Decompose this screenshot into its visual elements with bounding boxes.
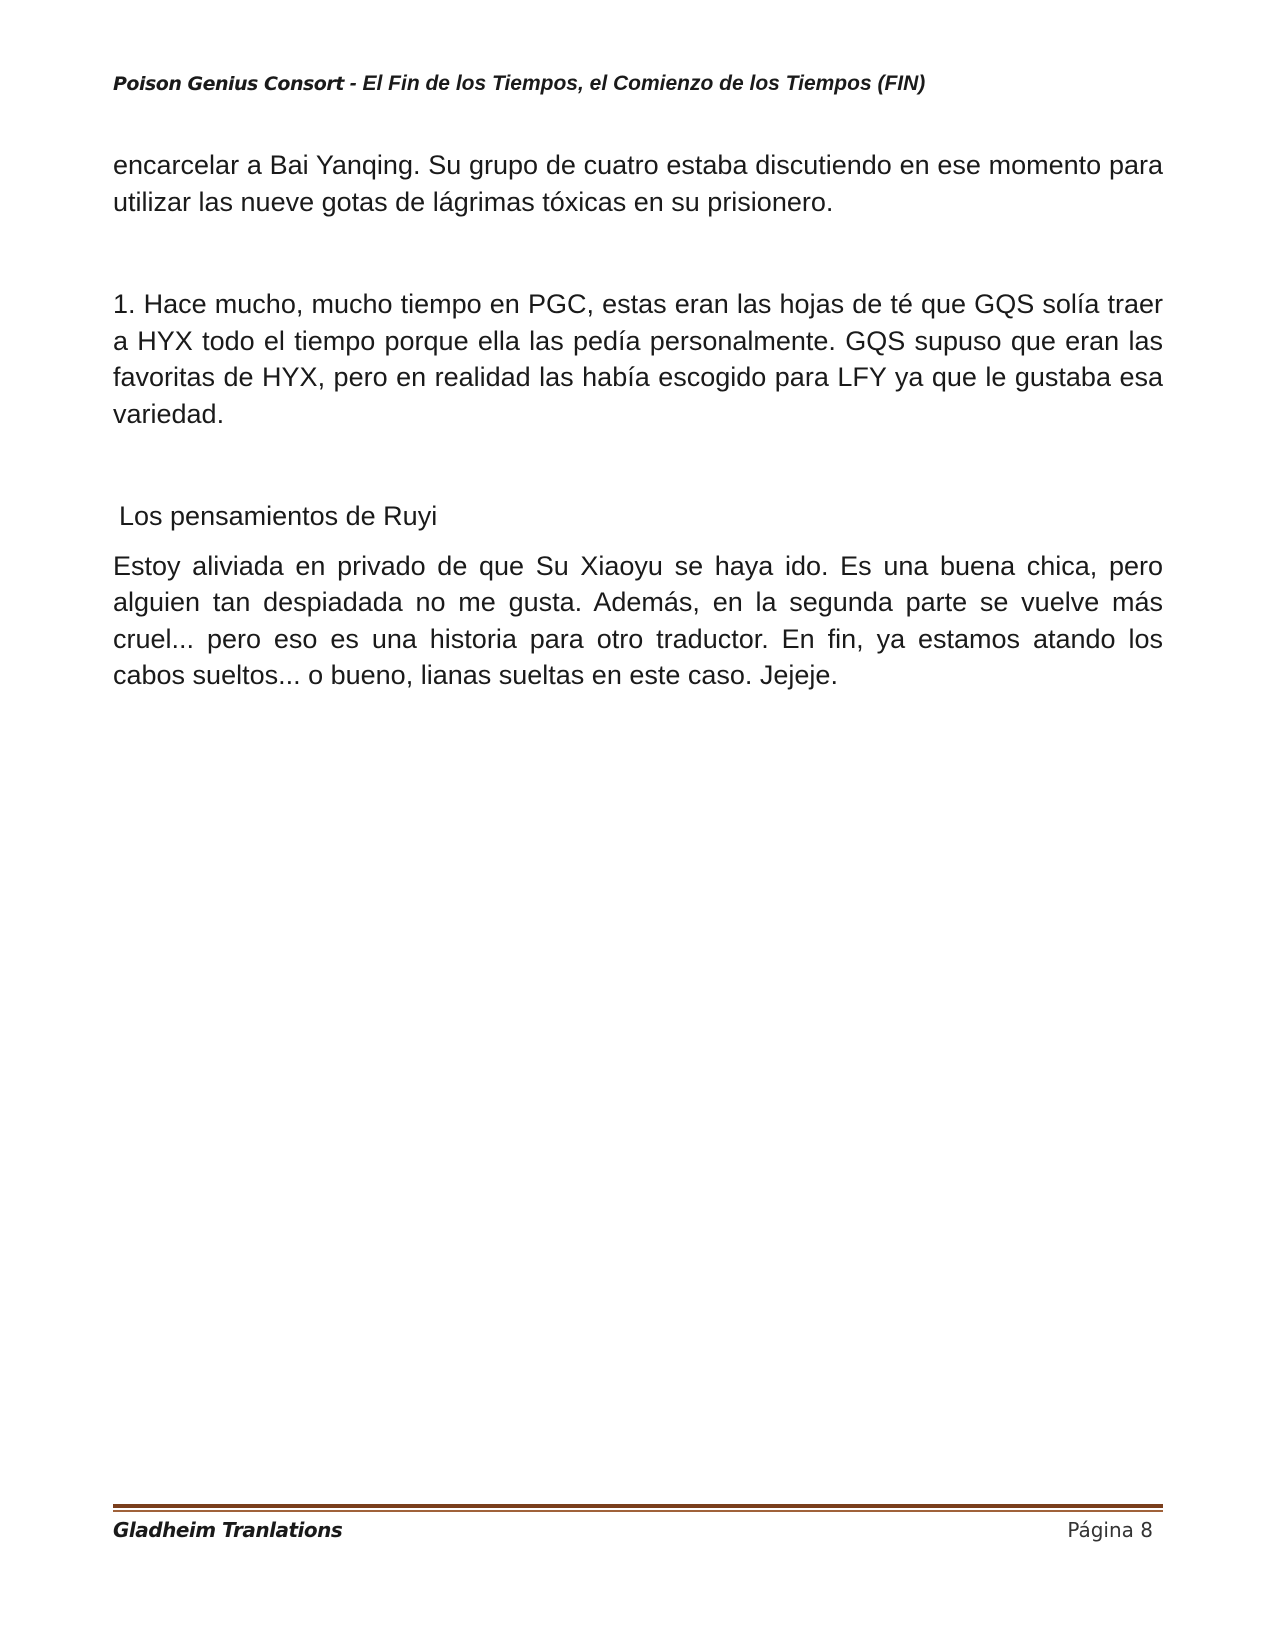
notes-paragraph: Estoy aliviada en privado de que Su Xiaoyu se haya ido. Es una buena chica, pero alguien tan despiadada no me gusta. Además, en la segunda parte se vuelve más cruel... pero eso es una historia para otro traductor. En fin, ya estamos atando los cabos sueltos... o bueno, lianas sueltas en este caso. Jejeje. [113, 550, 1163, 690]
footer-divider-thick [113, 1504, 1163, 1508]
header-separator: - [343, 72, 363, 95]
header-series-title: Poison Genius Consort [113, 73, 344, 95]
footer-divider [113, 1504, 1163, 1512]
page-content [113, 147, 1163, 694]
page-number: Página 8 [1067, 1518, 1153, 1542]
notes-heading: Los pensamientos de Ruyi [119, 501, 438, 531]
body-paragraph: encarcelar a Bai Yanqing. Su grupo de cuatro estaba discutiendo en ese momento para utilizar las nueve gotas de lágrimas tóxicas en su prisionero. [113, 150, 1163, 217]
footer-divider-thin [113, 1510, 1163, 1512]
footer-credit: Gladheim Tranlations [113, 1518, 343, 1542]
header-chapter-title: El Fin de los Tiempos, el Comienzo de los Tiempos (FIN) [362, 72, 926, 95]
page-header [113, 72, 1163, 96]
footnote-paragraph: 1. Hace mucho, mucho tiempo en PGC, estas eran las hojas de té que GQS solía traer a HYX todo el tiempo porque ella las pedía personalmente. GQS supuso que eran las favoritas de HYX, pero en realidad las había escogido para LFY ya que le gustaba esa variedad. [113, 289, 1163, 429]
